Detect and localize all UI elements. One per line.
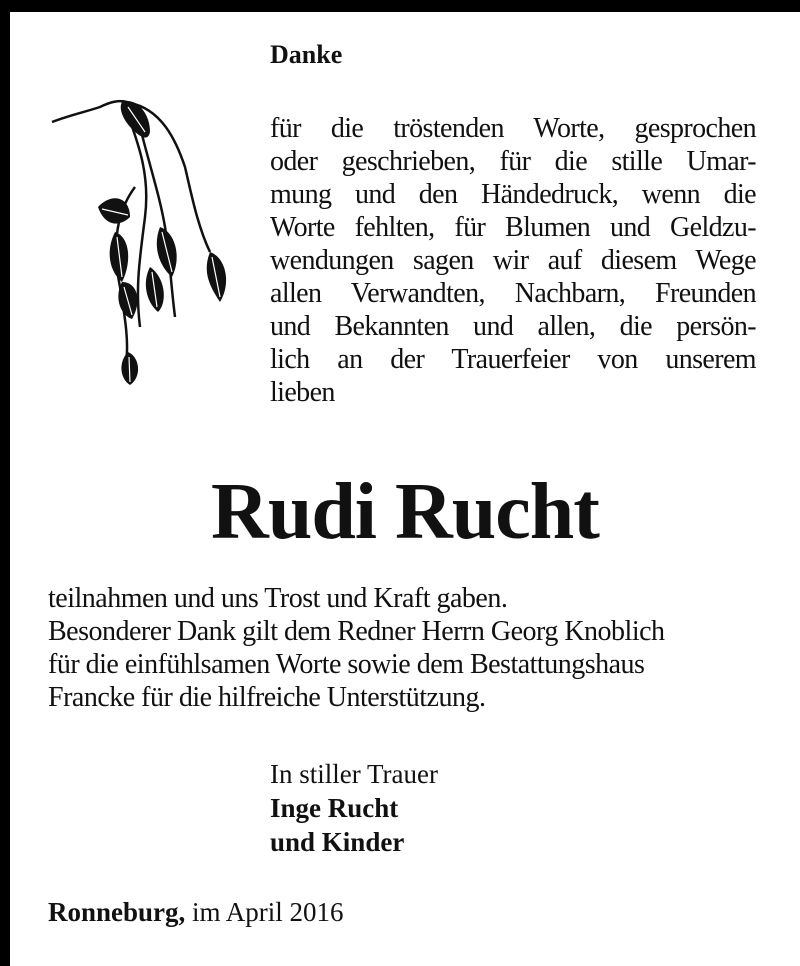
intro-line: wendungen sagen wir auf diesem Wege [270,245,756,276]
deceased-name: Rudi Rucht [211,468,599,556]
intro-line: und Bekannten und allen, die persön- [270,311,756,342]
outro-line: teilnahmen und uns Trost und Kraft gaben. [48,583,508,614]
outro-line: Francke für die hilfreiche Unterstützung. [48,682,486,713]
birch-branch-icon [50,87,250,387]
intro-line: Worte fehlten, für Blumen und Geldzu- [270,212,756,243]
intro-paragraph [270,112,756,409]
intro-line: allen Verwandten, Nachbarn, Freunden [270,278,756,309]
intro-line: oder geschrieben, für die stille Umar- [270,146,756,177]
intro-line: für die tröstenden Worte, gesprochen [270,113,756,144]
place-date-text: im April 2016 [185,897,344,927]
signature-intro: In stiller Trauer [270,759,438,789]
signature [270,757,438,859]
signature-name: Inge Rucht [270,793,399,823]
obituary-notice [10,12,800,966]
outro-line: Besonderer Dank gilt dem Redner Herrn Georg Knoblich [48,616,665,647]
place-date [48,897,344,928]
intro-line: lieben [270,377,335,408]
place-city: Ronneburg, [48,897,186,927]
outro-paragraph [48,582,665,714]
signature-family: und Kinder [270,827,405,857]
intro-line: lich an der Trauerfeier von unserem [270,344,756,375]
intro-line: mung und den Händedruck, wenn die [270,179,756,210]
heading: Danke [270,40,343,69]
outro-line: für die einfühlsamen Worte sowie dem Bestattungshaus [48,649,645,680]
